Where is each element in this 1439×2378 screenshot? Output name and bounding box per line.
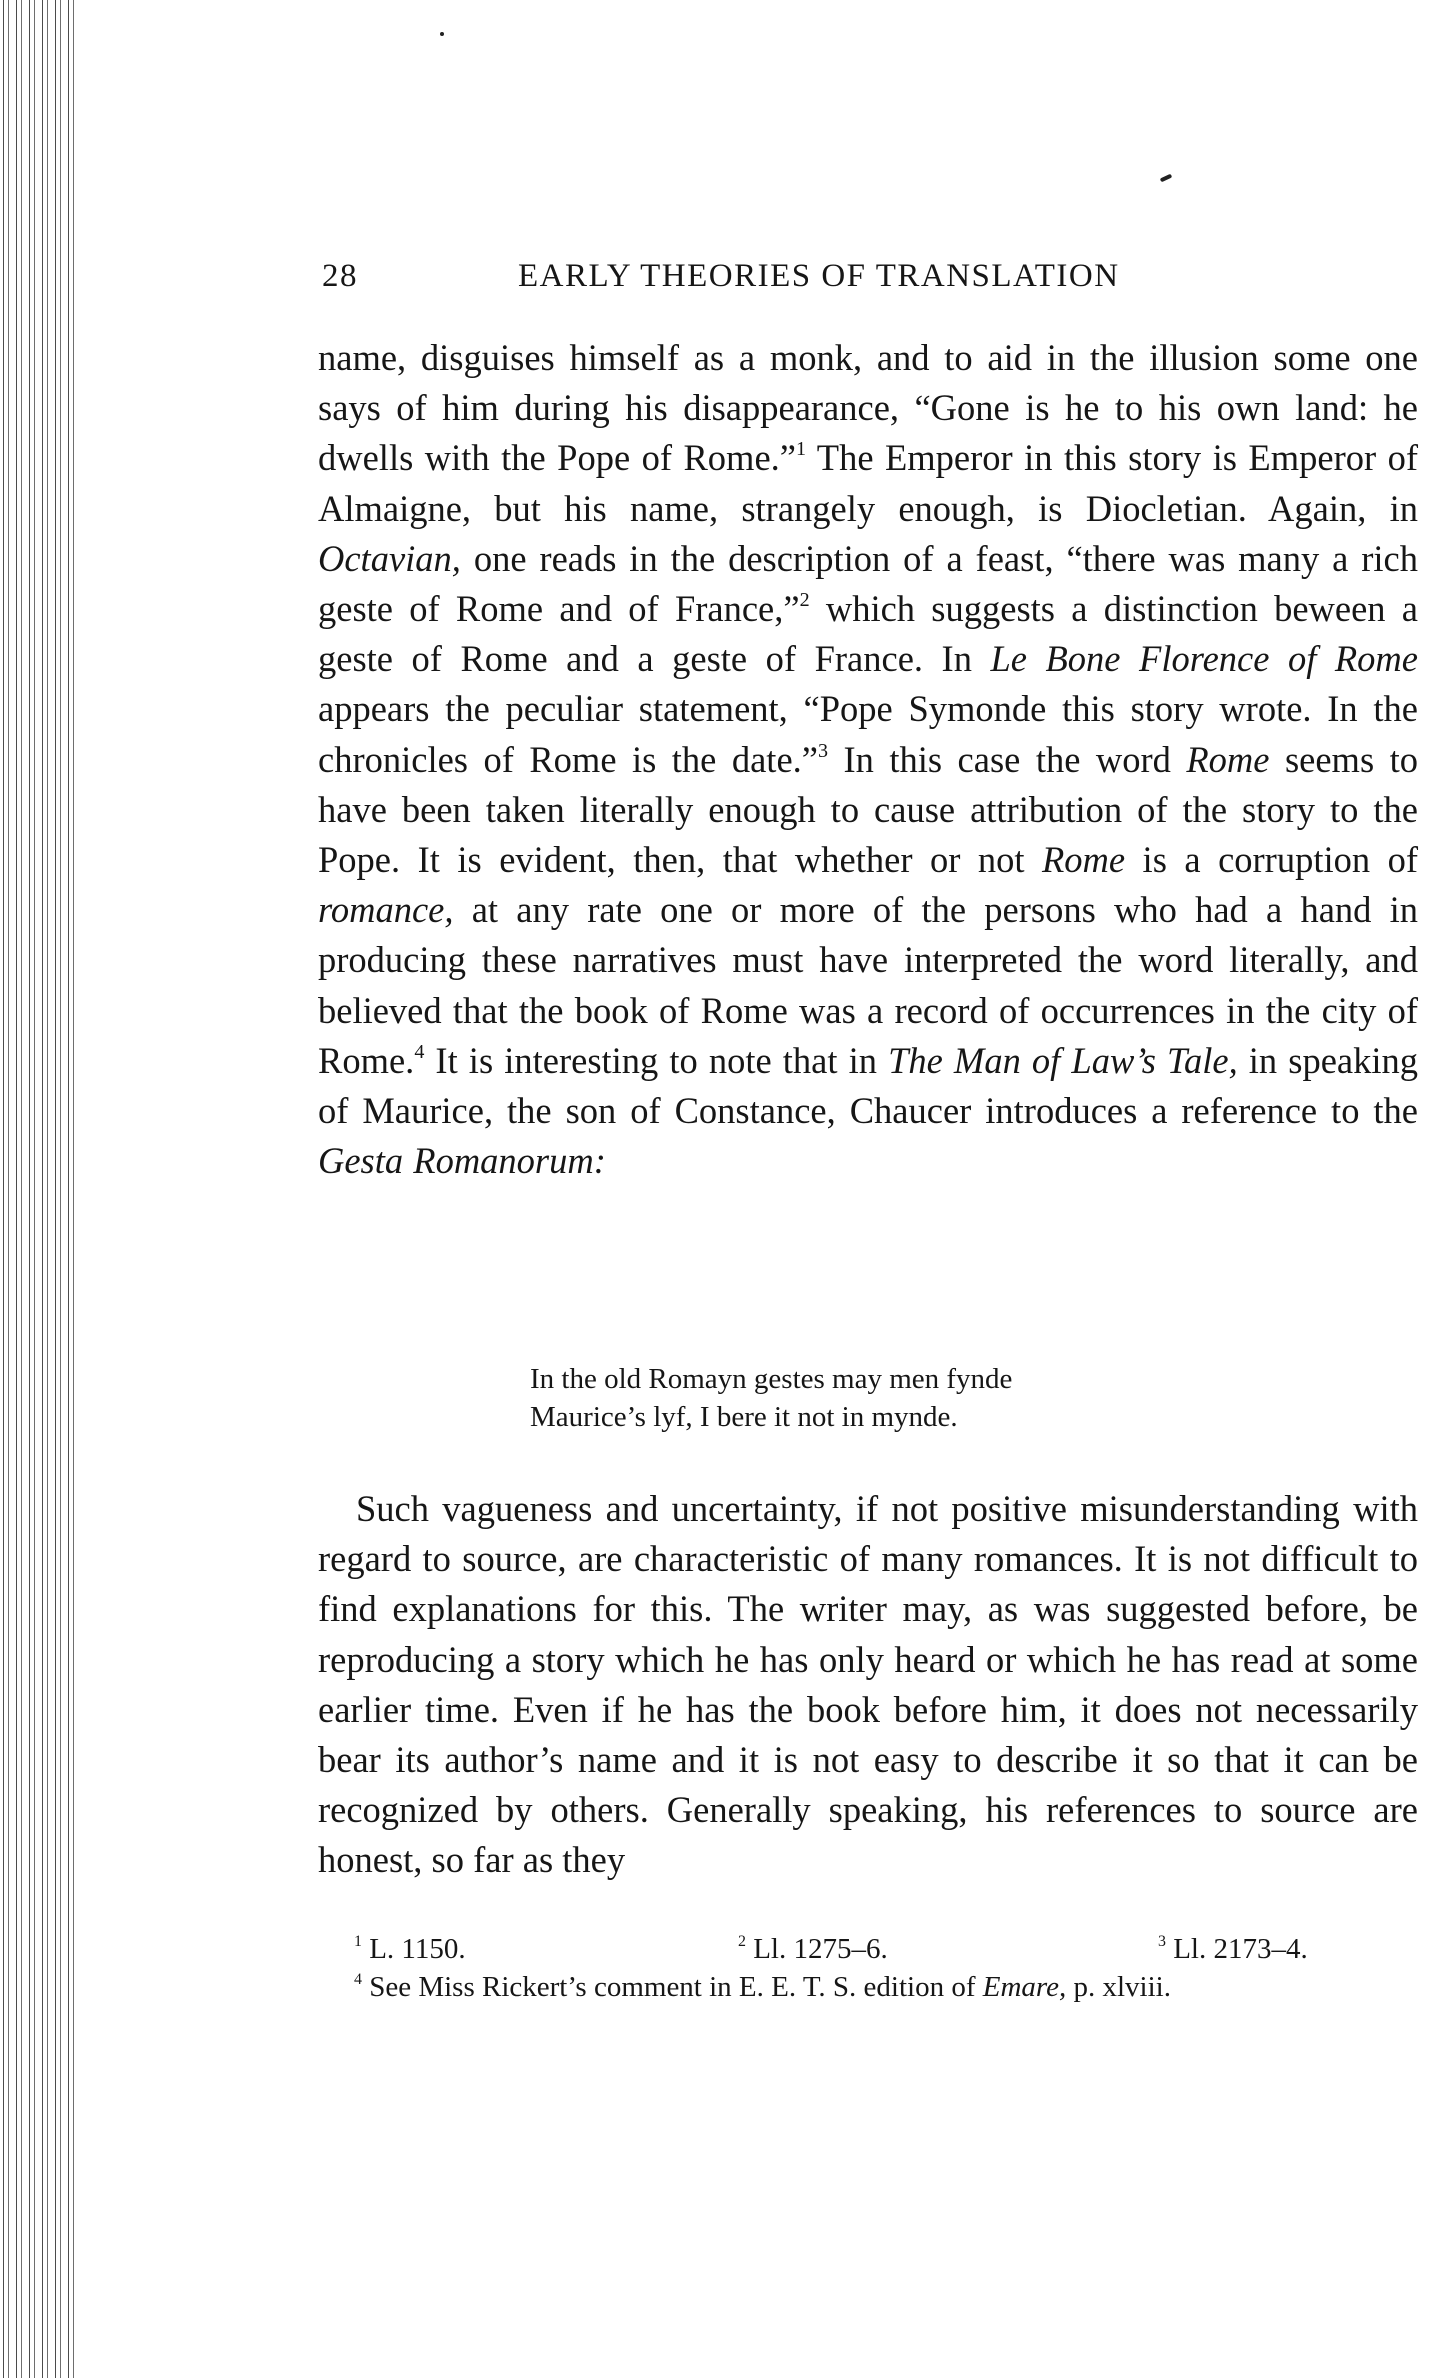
italic-title: Emare, [982, 1971, 1067, 2003]
text-run: seems to have been taken literally enough to cause attribution of the story to the Pope. It is evident, then, that whether or not [318, 738, 1419, 881]
page-number: 28 [322, 258, 358, 294]
footnote-1 [354, 1930, 466, 1968]
running-title: EARLY THEORIES OF TRANSLATION [518, 258, 1120, 294]
text-run: in speaking of Maurice, the son of Constance, Chaucer introduces a reference to the [318, 1039, 1419, 1132]
text-run: which suggests a distinction beween a geste of Rome and a geste of France. In [318, 588, 1418, 680]
italic-title: Octavian, [318, 537, 461, 579]
italic-term: romance, [318, 889, 454, 931]
text-run: one reads in the description of a feast, “there was many a rich geste of Rome and of France,” [318, 537, 1418, 630]
verse-line: In the old Romayn gestes may men fynde [530, 1363, 1013, 1395]
footnote-ref: 2 [799, 588, 810, 611]
footnote-2 [738, 1930, 888, 1968]
page-gutter-binding [0, 0, 80, 2378]
italic-term: Rome [1041, 839, 1126, 881]
footnote-row [318, 1930, 1418, 1968]
footnote-3 [1158, 1930, 1308, 1968]
footnote-4 [318, 1968, 1418, 2006]
italic-title: Gesta Romanorum: [318, 1140, 606, 1182]
text-run: In this case the word [828, 738, 1187, 780]
ink-speck [1160, 174, 1173, 183]
ink-speck [440, 32, 444, 36]
paragraph [318, 333, 1418, 1186]
text-run: name, disguises himself as a monk, and to aid in the illusion some one says of him during his disappearance, “Gone is he to his own land: he dwells with the Pope of Rome.” [318, 337, 1418, 479]
footnote-ref: 4 [414, 1040, 425, 1063]
text-run: appears the peculiar statement, “Pope Symonde this story wrote. In the chronicles of Rome is the date.” [318, 688, 1418, 780]
italic-term: Rome [1186, 738, 1270, 780]
footnote-text: p. xlviii. [1066, 1971, 1171, 2003]
footnote-mark: 3 [1158, 1933, 1166, 1951]
footnote-ref: 3 [817, 739, 829, 762]
footnote-mark: 4 [354, 1971, 362, 1989]
footnote-text: Ll. 1275–6. [745, 1933, 888, 1965]
body-paragraph-2 [318, 1484, 1418, 1886]
verse-line: Maurice’s lyf, I bere it not in mynde. [530, 1401, 958, 1433]
text-run: The Emperor in this story is Emperor of Almaigne, but his name, strangely enough, is Diocletian. Again, in [318, 437, 1418, 529]
footnotes [318, 1930, 1418, 2006]
paragraph: Such vagueness and uncertainty, if not positive misunderstanding with regard to source, are characteristic of many romances. It is not difficult to find explanations for this. The writer may, as was suggested before, be reproducing a story which he has only heard or which he has read at some earlier time. Even if he has the book before him, it does not necessarily bear its author’s name and it is not easy to describe it so that it can be recognized by others. Generally speaking, his references to source are honest, so far as they [318, 1488, 1418, 1881]
footnote-text: Ll. 2173–4. [1165, 1933, 1308, 1965]
footnote-text: L. 1150. [361, 1933, 466, 1965]
text-run: is a corruption of [1125, 839, 1418, 881]
body-paragraph-1 [318, 333, 1418, 1186]
verse-quotation [530, 1360, 1012, 1436]
footnote-text: See Miss Rickert’s comment in E. E. T. S. edition of [361, 1971, 983, 2003]
italic-title: The Man of Law’s Tale, [888, 1039, 1238, 1081]
text-run: It is interesting to note that in [424, 1039, 889, 1081]
footnote-mark: 1 [354, 1933, 362, 1951]
footnote-ref: 1 [795, 438, 806, 461]
text-run: at any rate one or more of the persons who had a hand in producing these narratives must have interpreted the word literally, and believed that the book of Rome was a record of occurrences in the city of Rome. [318, 889, 1418, 1081]
italic-title: Le Bone Florence of Rome [990, 638, 1418, 680]
footnote-mark: 2 [738, 1933, 746, 1951]
